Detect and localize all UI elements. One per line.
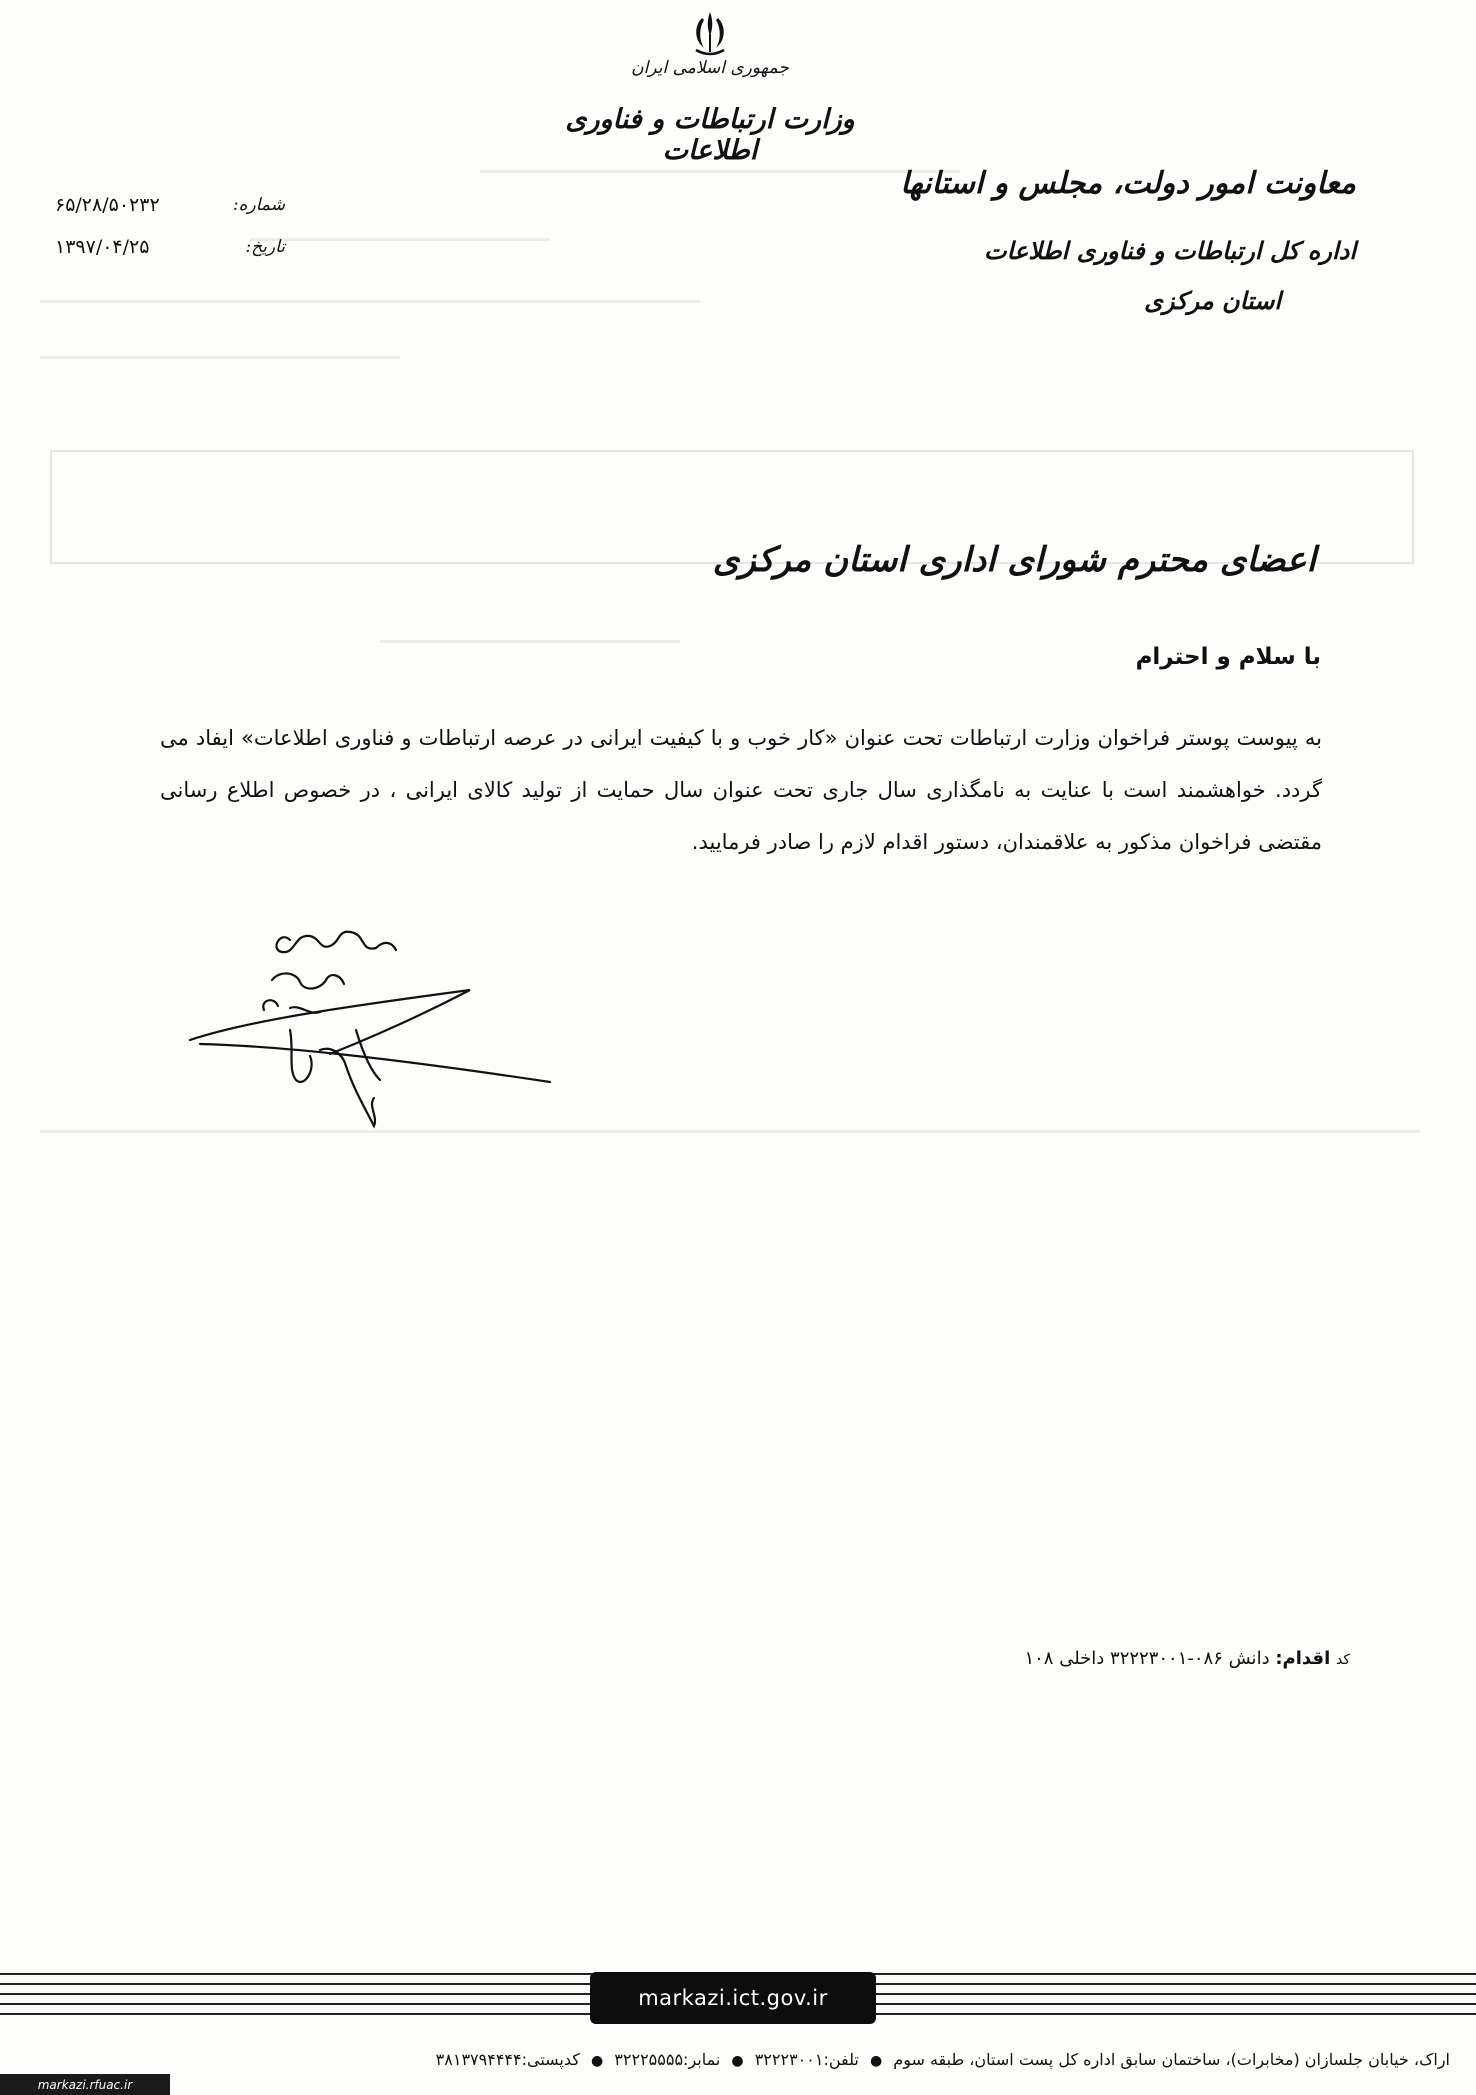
show-through-line [380,640,680,643]
footer-address: اراک، خیابان جلسازان (مخابرات)، ساختمان سابق اداره کل پست استان، طبقه سوم [893,2050,1450,2069]
source-watermark: markazi.rfuac.ir [0,2074,170,2095]
show-through-line [480,170,960,173]
postal-code: ۳۸۱۳۷۹۴۴۴۴ [435,2050,522,2069]
fax-number: ۳۲۲۲۵۵۵۵ [614,2050,684,2069]
phone-number: ۳۲۲۲۳۰۰۱ [754,2050,824,2069]
postal-label: کدپستی: [521,2050,580,2069]
letter-number-row [55,190,285,220]
website-url: markazi.ict.gov.ir [590,1972,876,2024]
handwritten-signature [170,920,560,1130]
bullet-icon: ● [590,2053,604,2069]
letter-number-label: شماره: [232,195,285,215]
letter-date: ۱۳۹۷/۰۴/۲۵ [55,236,150,258]
letter-number: ۶۵/۲۸/۵۰۲۳۲ [55,194,160,216]
show-through-line [40,300,700,303]
action-note-prefix: کد [1335,1652,1350,1668]
issuer-deputy: معاونت امور دولت، مجلس و استانها [900,166,1356,201]
issuer-province: استان مرکزی [1144,286,1281,315]
action-note-text: دانش ۰۸۶-۳۲۲۲۳۰۰۱ داخلی ۱۰۸ [1024,1648,1270,1669]
bullet-icon: ● [731,2053,744,2069]
show-through-line [40,1130,1420,1133]
letter-body: به پیوست پوستر فراخوان وزارت ارتباطات تحت عنوان «کار خوب و با کیفیت ایرانی در عرصه ارتباطات و فناوری اطلاعات» ایفاد می گردد. خواهشمند است با عنایت به نامگذاری سال جاری تحت عنوان سال حمایت از تولید کالای ایرانی ، در خصوص اطلاع رسانی مقتضی فراخوان مذکور به علاقمندان، دستور اقدام لازم را صادر فرمایید. [160,726,1322,854]
issuer-office: اداره کل ارتباطات و فناوری اطلاعات [984,236,1356,265]
phone-label: تلفن: [823,2050,859,2069]
iran-emblem-icon [680,6,740,66]
show-through-line [250,238,550,241]
letter-date-row [55,232,285,262]
bullet-icon: ● [869,2053,883,2069]
letter-date-label: تاریخ: [245,237,285,257]
action-note [930,1648,1350,1669]
salutation: با سلام و احترام [1135,644,1321,670]
republic-heading: جمهوری اسلامی ایران [631,58,789,78]
addressee: اعضای محترم شورای اداری استان مرکزی [712,540,1316,580]
action-note-label: اقدام: [1275,1648,1331,1669]
fax-label: نمابر: [683,2050,721,2069]
ministry-heading: وزارت ارتباطات و فناوری اطلاعات [565,104,855,166]
footer-address-line [230,2050,1450,2069]
show-through-line [40,356,400,359]
